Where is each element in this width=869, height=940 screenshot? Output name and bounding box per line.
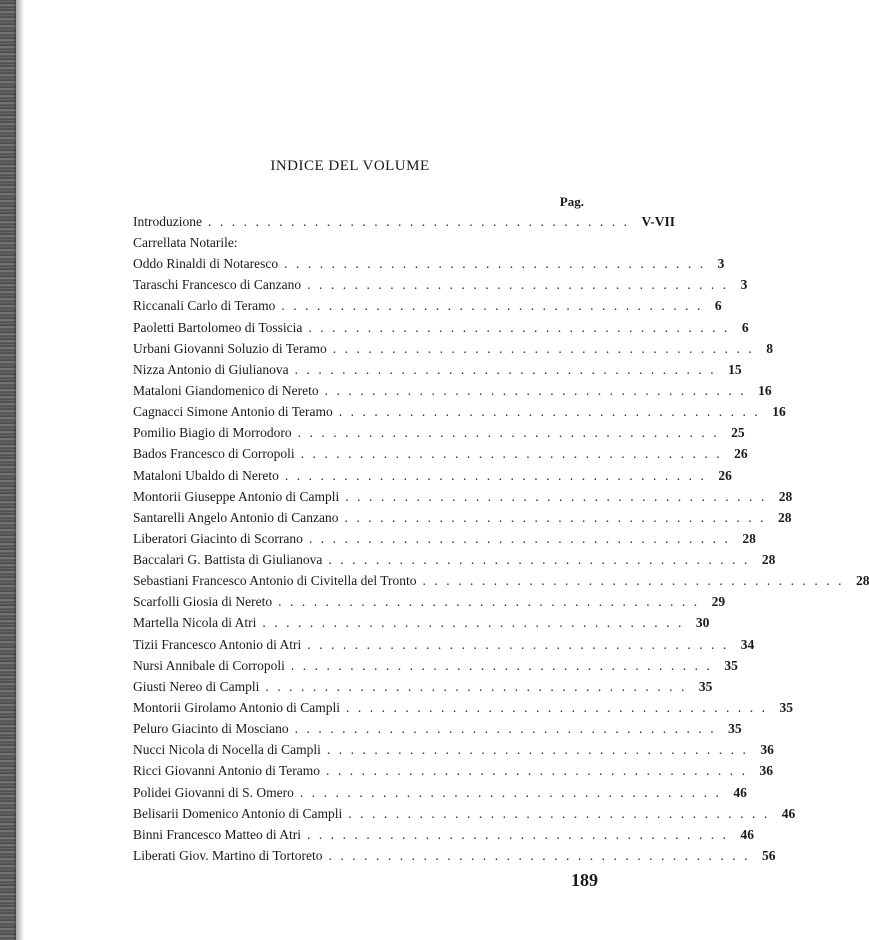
toc-entry bbox=[133, 676, 713, 697]
toc-entry-page: 25 bbox=[731, 425, 745, 441]
toc-entry bbox=[133, 740, 774, 761]
toc-entry-page: 3 bbox=[740, 277, 748, 293]
dot-leader: .................................... bbox=[294, 361, 723, 377]
dot-leader: .................................... bbox=[332, 340, 761, 356]
toc-entry-label: Urbani Giovanni Soluzio di Teramo bbox=[133, 340, 327, 356]
toc-entry bbox=[133, 422, 745, 443]
dot-leader: .................................... bbox=[326, 763, 754, 779]
toc-entry bbox=[133, 718, 742, 739]
toc-entry-page: 36 bbox=[760, 742, 774, 758]
toc-entry-page: 35 bbox=[698, 678, 713, 694]
toc-entry bbox=[133, 274, 748, 295]
toc-entry-page: 35 bbox=[779, 700, 793, 716]
dot-leader: .................................... bbox=[308, 530, 737, 546]
dot-leader: .................................... bbox=[281, 298, 709, 314]
toc-entry bbox=[133, 655, 738, 676]
toc-entry bbox=[133, 232, 585, 253]
toc-entry bbox=[133, 359, 742, 380]
toc-entry bbox=[133, 338, 774, 359]
toc-entry-label: Nizza Antonio di Giulianova bbox=[133, 361, 289, 377]
dot-leader: .................................... bbox=[284, 256, 712, 272]
toc-entry-label: Nursi Annibale di Corropoli bbox=[133, 657, 285, 673]
toc-entry-page: 28 bbox=[742, 530, 756, 546]
toc-entry bbox=[133, 486, 793, 507]
dot-leader: .................................... bbox=[284, 467, 713, 483]
toc-entry-label: Montorii Giuseppe Antonio di Campli bbox=[133, 488, 340, 504]
toc-entry bbox=[133, 549, 776, 570]
toc-entry-page: 28 bbox=[761, 552, 776, 568]
toc-entry bbox=[133, 465, 732, 486]
dot-leader: .................................... bbox=[324, 382, 753, 398]
dot-leader: .................................... bbox=[338, 404, 767, 420]
toc-entry-page: 46 bbox=[781, 805, 796, 821]
toc-entry bbox=[133, 613, 710, 634]
toc-entry-page: 6 bbox=[741, 319, 749, 335]
toc-entry-page: 8 bbox=[766, 340, 774, 356]
dot-leader: .................................... bbox=[345, 488, 773, 504]
toc-entry-label: Introduzione bbox=[133, 213, 202, 229]
toc-entry-page: 15 bbox=[728, 361, 742, 377]
toc-entry-page: V-VII bbox=[641, 213, 675, 229]
dot-leader: .................................... bbox=[278, 594, 706, 610]
toc-entry-label: Liberati Giov. Martino di Tortoreto bbox=[133, 848, 323, 864]
toc-entry-label: Bados Francesco di Corropoli bbox=[133, 446, 295, 462]
toc-entry bbox=[133, 634, 755, 655]
toc-entry-label: Paoletti Bartolomeo di Tossicia bbox=[133, 319, 303, 335]
toc-entry bbox=[133, 570, 869, 591]
toc-entry-page: 56 bbox=[762, 848, 776, 864]
toc-entry-page: 28 bbox=[855, 573, 869, 589]
dot-leader: .................................... bbox=[348, 805, 776, 821]
dot-leader: .................................... bbox=[262, 615, 690, 631]
dot-leader: .................................... bbox=[290, 657, 719, 673]
toc-entry-label: Taraschi Francesco di Canzano bbox=[133, 277, 302, 293]
toc-entry-label: Binni Francesco Matteo di Atri bbox=[133, 826, 301, 842]
toc-entry bbox=[133, 824, 754, 845]
toc-entry-label: Sebastiani Francesco Antonio di Civitella del Tronto bbox=[133, 573, 417, 589]
toc-entry-label: Baccalari G. Battista di Giulianova bbox=[133, 552, 323, 568]
toc-entry bbox=[133, 697, 793, 718]
toc-entry-page: 36 bbox=[759, 763, 774, 779]
toc-entry-page: 46 bbox=[740, 826, 754, 842]
page-number: 189 bbox=[571, 870, 598, 890]
dot-leader: .................................... bbox=[328, 848, 757, 864]
toc-entry bbox=[133, 211, 675, 232]
toc-entry-label: Scarfolli Giosia di Nereto bbox=[133, 594, 273, 610]
toc-entry bbox=[133, 401, 786, 422]
toc-entry-label: Carrellata Notarile: bbox=[133, 234, 238, 250]
toc-entry bbox=[133, 507, 792, 528]
dot-leader: .................................... bbox=[326, 742, 755, 758]
dot-leader: .................................... bbox=[328, 552, 756, 568]
dot-leader: .................................... bbox=[306, 826, 735, 842]
toc-entry-label: Cagnacci Simone Antonio di Teramo bbox=[133, 404, 333, 420]
toc-entry-label: Mataloni Ubaldo di Nereto bbox=[133, 467, 279, 483]
toc-entry-label: Ricci Giovanni Antonio di Teramo bbox=[133, 763, 321, 779]
dot-leader: .................................... bbox=[307, 636, 735, 652]
toc-entry-label: Giusti Nereo di Campli bbox=[133, 678, 260, 694]
dot-leader: .................................... bbox=[297, 425, 726, 441]
table-of-contents bbox=[133, 211, 869, 866]
toc-entry-label: Liberatori Giacinto di Scorrano bbox=[133, 530, 303, 546]
toc-entry bbox=[133, 782, 747, 803]
dot-leader: .................................... bbox=[300, 446, 729, 462]
toc-entry-label: Polidei Giovanni di S. Omero bbox=[133, 784, 294, 800]
dot-leader: .................................... bbox=[422, 573, 850, 589]
toc-entry-page: 3 bbox=[717, 256, 725, 272]
toc-entry-page: 29 bbox=[711, 594, 726, 610]
toc-entry bbox=[133, 296, 722, 317]
toc-entry-page: 35 bbox=[724, 657, 738, 673]
dot-leader: .................................... bbox=[207, 213, 636, 229]
dot-leader: .................................... bbox=[307, 277, 735, 293]
toc-entry-page: 26 bbox=[718, 467, 732, 483]
toc-entry bbox=[133, 380, 772, 401]
toc-entry-page: 46 bbox=[733, 784, 747, 800]
dot-leader: .................................... bbox=[308, 319, 736, 335]
toc-entry-page: 28 bbox=[777, 509, 792, 525]
dot-leader: .................................... bbox=[294, 721, 723, 737]
toc-entry-page: 35 bbox=[728, 721, 742, 737]
toc-entry-label: Oddo Rinaldi di Notaresco bbox=[133, 256, 279, 272]
toc-entry bbox=[133, 253, 725, 274]
toc-entry-page: 16 bbox=[758, 382, 772, 398]
toc-entry bbox=[133, 317, 749, 338]
toc-entry-label: Riccanali Carlo di Teramo bbox=[133, 298, 276, 314]
toc-entry bbox=[133, 803, 796, 824]
page-column-header: Pag. bbox=[559, 194, 584, 209]
toc-entry-label: Peluro Giacinto di Mosciano bbox=[133, 721, 289, 737]
toc-entry bbox=[133, 444, 748, 465]
page-title: INDICE DEL VOLUME bbox=[270, 158, 430, 174]
toc-entry bbox=[133, 761, 774, 782]
toc-entry-label: Nucci Nicola di Nocella di Campli bbox=[133, 742, 321, 758]
toc-entry-page: 34 bbox=[740, 636, 755, 652]
toc-entry-label: Belisarii Domenico Antonio di Campli bbox=[133, 805, 343, 821]
toc-entry-page: 16 bbox=[772, 404, 786, 420]
toc-entry-label: Martella Nicola di Atri bbox=[133, 615, 257, 631]
toc-entry-label: Pomilio Biagio di Morrodoro bbox=[133, 425, 292, 441]
dot-leader: .................................... bbox=[265, 678, 693, 694]
toc-entry-page: 26 bbox=[734, 446, 748, 462]
book-gutter-shadow bbox=[14, 0, 24, 940]
toc-entry-page: 30 bbox=[695, 615, 710, 631]
toc-entry-label: Montorii Girolamo Antonio di Campli bbox=[133, 700, 340, 716]
toc-entry-label: Santarelli Angelo Antonio di Canzano bbox=[133, 509, 339, 525]
dot-leader: .................................... bbox=[346, 700, 774, 716]
toc-entry bbox=[133, 592, 726, 613]
dot-leader: .................................... bbox=[344, 509, 772, 525]
dot-leader: .................................... bbox=[299, 784, 728, 800]
toc-entry-label: Tizii Francesco Antonio di Atri bbox=[133, 636, 302, 652]
toc-entry bbox=[133, 845, 776, 866]
toc-entry-page: 6 bbox=[714, 298, 722, 314]
toc-entry bbox=[133, 528, 756, 549]
toc-entry-page: 28 bbox=[778, 488, 793, 504]
toc-entry-label: Mataloni Giandomenico di Nereto bbox=[133, 382, 319, 398]
